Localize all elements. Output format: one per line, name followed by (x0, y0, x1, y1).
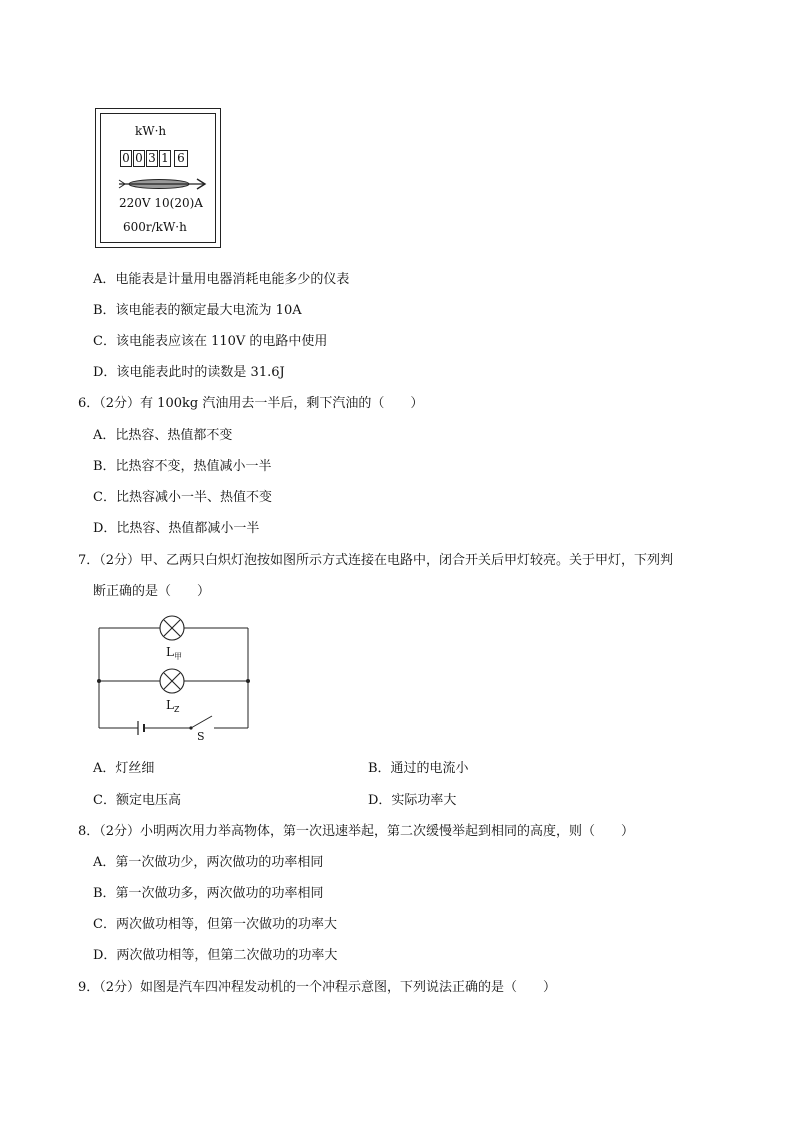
lamp-jia-label: L (166, 645, 174, 659)
q7-stem-line1: 7．（2分）甲、乙两只白炽灯泡按如图所示方式连接在电路中，闭合开关后甲灯较亮。关于甲灯，下列判 (78, 553, 674, 568)
lamp-yi-subscript: Z (174, 705, 180, 714)
q5-option-a: A．电能表是计量用电器消耗电能多少的仪表 (93, 272, 350, 287)
switch-label: S (197, 730, 205, 742)
q9-stem: 9．（2分）如图是汽车四冲程发动机的一个冲程示意图，下列说法正确的是（ ） (78, 980, 557, 995)
meter-digit: 3 (146, 150, 158, 167)
meter-decimal-digit: 6 (174, 150, 188, 167)
q7-option-d: D．实际功率大 (368, 793, 457, 808)
q6-option-a: A．比热容、热值都不变 (93, 428, 233, 443)
meter-disc-arrow-icon (115, 176, 211, 192)
q7-option-b: B．通过的电流小 (368, 761, 469, 776)
q6-option-b: B．比热容不变，热值减小一半 (93, 459, 272, 474)
meter-digit: 0 (120, 150, 132, 167)
lamp-jia-icon (160, 616, 184, 640)
q5-option-c: C．该电能表应该在 110V 的电路中使用 (93, 334, 328, 349)
lamp-yi-icon (160, 669, 184, 693)
meter-digit: 1 (159, 150, 171, 167)
q8-option-b: B．第一次做功多，两次做功的功率相同 (93, 886, 324, 901)
q6-stem: 6．（2分）有 100kg 汽油用去一半后，剩下汽油的（ ） (78, 396, 424, 411)
circuit-diagram (94, 612, 256, 742)
q7-option-a: A．灯丝细 (93, 761, 155, 776)
meter-digit-display (120, 150, 189, 167)
q8-option-d: D．两次做功相等，但第二次做功的功率大 (93, 948, 338, 963)
meter-rating: 220V 10(20)A (119, 196, 203, 210)
electric-meter-figure (95, 108, 221, 248)
q5-option-d: D．该电能表此时的读数是 31.6J (93, 365, 285, 380)
lamp-jia-subscript: 甲 (174, 652, 182, 661)
q6-option-c: C．比热容减小一半、热值不变 (93, 490, 272, 505)
lamp-yi-label: L (166, 698, 174, 712)
meter-digit: 0 (133, 150, 145, 167)
meter-unit: kW·h (135, 124, 167, 138)
q5-option-b: B．该电能表的额定最大电流为 10A (93, 303, 302, 318)
electric-meter-face (100, 113, 216, 243)
q7-stem-line2: 断正确的是（ ） (93, 584, 211, 599)
q8-stem: 8．（2分）小明两次用力举高物体，第一次迅速举起，第二次缓慢举起到相同的高度，则（ ） (78, 824, 635, 839)
q8-option-a: A．第一次做功少，两次做功的功率相同 (93, 855, 324, 870)
q7-option-c: C．额定电压高 (93, 793, 181, 808)
q6-option-d: D．比热容、热值都减小一半 (93, 521, 260, 536)
meter-constant: 600r/kW·h (123, 220, 187, 234)
q8-option-c: C．两次做功相等，但第一次做功的功率大 (93, 917, 337, 932)
